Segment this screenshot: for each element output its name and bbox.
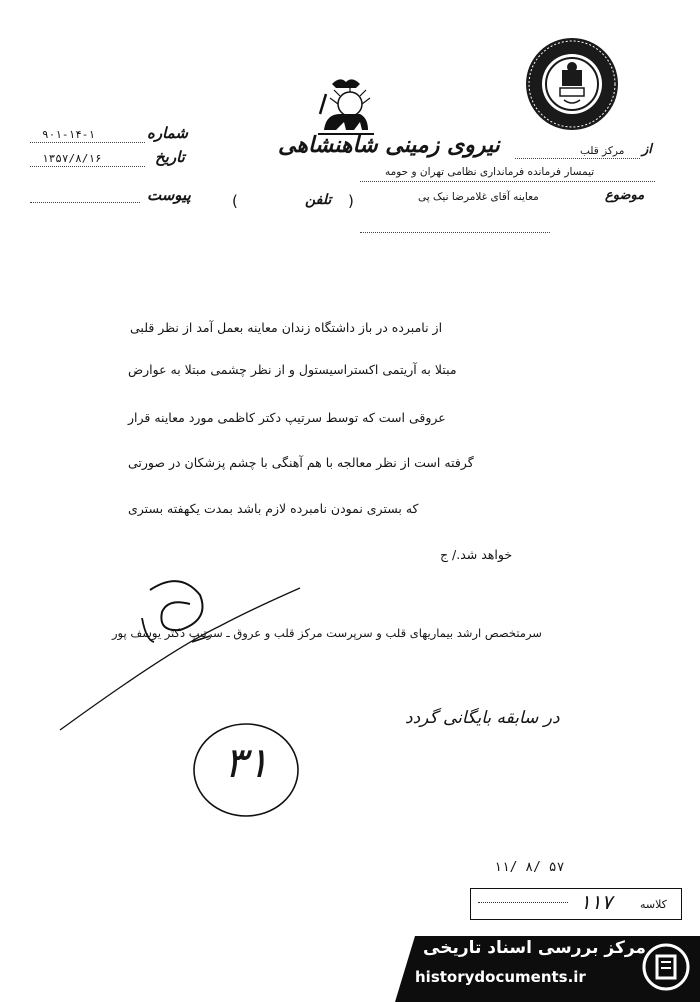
body-line-1: از نامبرده در باز داشتگاه زندان معاینه بعمل آمد از نظر قلبی xyxy=(130,320,443,335)
from-value: مرکز قلب xyxy=(580,145,625,157)
number-dotted-line xyxy=(30,142,145,143)
subject-label: موضوع xyxy=(605,188,645,203)
subject-dotted-line xyxy=(360,232,550,233)
date-label: تاریخ xyxy=(155,148,185,166)
subject-value: معاینه آقای غلامرضا نیک پی xyxy=(418,191,539,203)
body-line-3: عروقی است که توسط سرتیپ دکتر کاظمی مورد معاینه قرار xyxy=(128,410,446,425)
watermark-url[interactable]: historydocuments.ir xyxy=(415,968,586,986)
stamp-class-label: کلاسه xyxy=(640,898,667,911)
watermark-logo-icon xyxy=(641,942,691,992)
margin-note: در سابقه بایگانی گردد xyxy=(405,708,560,728)
phone-paren-open: ( xyxy=(232,192,238,210)
body-line-5: که بستری نمودن نامبرده لازم باشد بمدت یکهفته بستری xyxy=(128,501,419,516)
date-dotted-line xyxy=(30,166,145,167)
body-line-6: خواهد شد./ ج xyxy=(440,547,513,562)
to-line: تیمسار فرمانده فرمانداری نظامی تهران و حومه xyxy=(385,166,595,178)
date-value: ۱۳۵۷/۸/۱۶ xyxy=(42,152,102,165)
circled-number: ۳۱ xyxy=(224,738,270,787)
to-dotted-line xyxy=(360,181,655,182)
org-title: نیروی زمینی شاهنشاهی xyxy=(278,132,500,158)
attachment-label: پیوست xyxy=(147,186,191,204)
attachment-dotted-line xyxy=(30,202,140,203)
number-label: شماره xyxy=(147,124,188,142)
number-value: ۹۰۱-۱۴-۱ xyxy=(42,128,95,141)
lion-and-sun-emblem-icon xyxy=(310,74,382,140)
watermark-title: مرکز بررسی اسناد تاریخی xyxy=(423,938,646,958)
institution-seal xyxy=(524,36,620,132)
stamp-date: ۱۱/ ۸/ ۵۷ xyxy=(494,860,565,875)
watermark-banner xyxy=(395,928,700,1002)
signature-title: سرمتخصص ارشد بیماریهای قلب و سرپرست مرکز قلب و عروق ـ سرتیپ دکتر یوسف پور xyxy=(112,626,542,640)
stamp-class-value: ۱۱۷ xyxy=(580,890,613,914)
body-line-4: گرفته است از نظر معالجه با هم آهنگی با چشم پزشکان در صورتی xyxy=(128,455,474,470)
phone-paren-close: ) xyxy=(348,192,354,210)
stamp-dotted-line xyxy=(478,902,568,903)
from-label: از xyxy=(642,142,652,157)
phone-label: تلفن xyxy=(305,192,332,208)
from-dotted-line xyxy=(515,158,640,159)
body-line-2: مبتلا به آریتمی اکستراسیستول و از نظر چشمی مبتلا به عوارض xyxy=(128,362,457,377)
handwritten-signature xyxy=(50,570,310,740)
